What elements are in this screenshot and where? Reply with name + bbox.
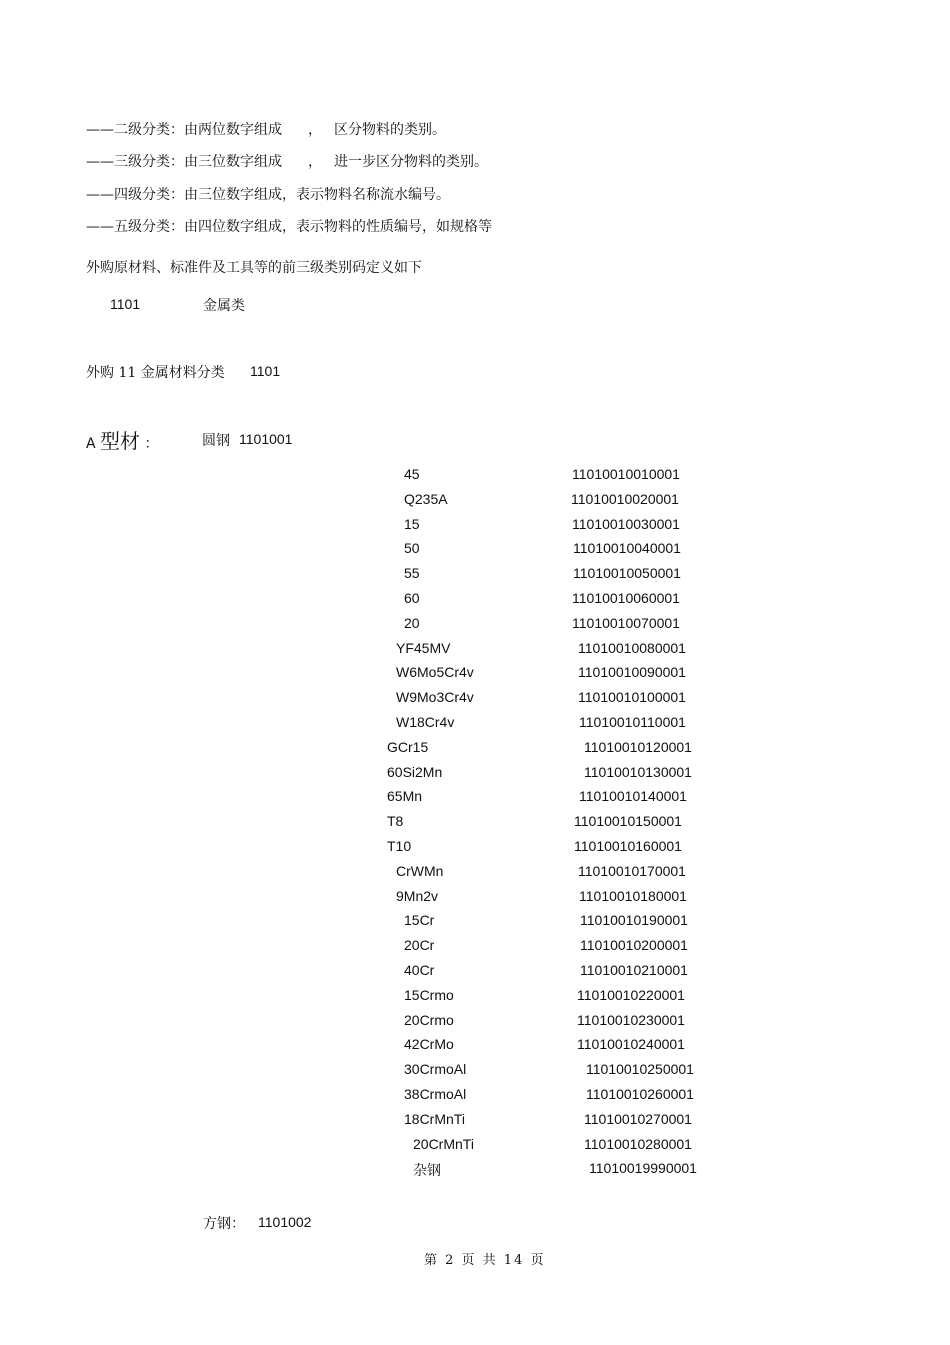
material-name: 60Si2Mn [387, 764, 443, 780]
material-code: 11010010050001 [573, 565, 681, 581]
material-name: 65Mn [387, 788, 423, 804]
material-code: 11010010170001 [578, 863, 686, 879]
material-code: 11010010070001 [572, 615, 680, 631]
round-steel-label: 圆钢 [202, 433, 230, 449]
material-name: 50 [404, 540, 420, 556]
material-name: 15Crmo [404, 987, 454, 1003]
rule-line-2 [86, 151, 488, 171]
material-code: 11010010160001 [574, 838, 682, 854]
material-code: 11010010250001 [586, 1061, 694, 1077]
material-name: 38CrmoAl [404, 1086, 467, 1102]
material-name: 20Cr [404, 937, 435, 953]
material-name: W9Mo3Cr4v [396, 689, 474, 705]
material-code: 11010010220001 [577, 987, 685, 1003]
material-code: 11010010150001 [574, 813, 682, 829]
material-name: 42CrMo [404, 1036, 454, 1052]
section-a-letter: A [86, 436, 96, 452]
material-name: 9Mn2v [396, 888, 439, 904]
material-code: 11010019990001 [589, 1160, 697, 1176]
material-name: 55 [404, 565, 420, 581]
material-name: 60 [404, 590, 420, 606]
material-code: 11010010030001 [572, 516, 680, 532]
material-name: 15Cr [404, 912, 435, 928]
material-code: 11010010080001 [578, 640, 686, 656]
material-name: 45 [404, 466, 420, 482]
category-code: 1101 [110, 296, 141, 312]
material-code: 11010010260001 [586, 1086, 694, 1102]
material-name: 20CrMnTi [413, 1136, 474, 1152]
material-code: 11010010120001 [584, 739, 692, 755]
material-name: 杂钢 [413, 1162, 441, 1178]
rule-2-rest: 进一步区分物料的类别。 [334, 154, 488, 170]
rule-1-rest: 区分物料的类别。 [334, 122, 446, 138]
material-code: 11010010090001 [578, 664, 686, 680]
material-code: 11010010280001 [584, 1136, 692, 1152]
rule-line-3 [86, 184, 450, 204]
intro-text: 外购原材料、标准件及工具等的前三级类别码定义如下 [86, 260, 422, 276]
rule-line-1 [86, 119, 446, 139]
material-code: 11010010010001 [572, 466, 680, 482]
material-code: 11010010240001 [577, 1036, 685, 1052]
square-steel-label: 方钢： [203, 1216, 245, 1232]
material-name: CrWMn [396, 863, 444, 879]
material-name: 20 [404, 615, 420, 631]
rule-3-text: ——四级分类：由三位数字组成，表示物料名称流水编号。 [86, 187, 450, 203]
material-code: 11010010100001 [578, 689, 686, 705]
material-code: 11010010190001 [580, 912, 688, 928]
material-code: 11010010130001 [584, 764, 692, 780]
material-name: YF45MV [396, 640, 451, 656]
material-code: 11010010060001 [572, 590, 680, 606]
material-code: 11010010230001 [577, 1012, 685, 1028]
rule-2-mid: ， [308, 154, 322, 170]
material-name: GCr15 [387, 739, 429, 755]
material-code: 11010010110001 [579, 714, 686, 730]
round-steel-code: 1101001 [239, 431, 293, 447]
material-name: W18Cr4v [396, 714, 455, 730]
material-name: 15 [404, 516, 420, 532]
material-name: 40Cr [404, 962, 435, 978]
rule-2-prefix: ——三级分类：由三位数字组成 [86, 154, 282, 170]
material-code: 11010010180001 [579, 888, 687, 904]
material-code: 11010010210001 [580, 962, 688, 978]
section-a-heading [86, 425, 158, 454]
subtitle-code: 1101 [250, 363, 281, 379]
material-code: 11010010270001 [584, 1111, 692, 1127]
category-name: 金属类 [203, 298, 245, 314]
material-name: Q235A [404, 491, 448, 507]
subtitle-label: 外购 11 金属材料分类 [86, 365, 225, 381]
material-code: 11010010140001 [579, 788, 687, 804]
square-steel-code: 1101002 [258, 1214, 312, 1230]
rule-4-text: ——五级分类：由四位数字组成，表示物料的性质编号，如规格等 [86, 219, 492, 235]
section-a-colon: ： [144, 436, 159, 452]
material-name: T10 [387, 838, 412, 854]
material-code: 11010010040001 [573, 540, 681, 556]
page-footer: 第 2 页 共 14 页 [424, 1253, 546, 1268]
rule-1-mid: ， [308, 122, 322, 138]
material-code: 11010010020001 [571, 491, 679, 507]
material-name: T8 [387, 813, 404, 829]
rule-1-prefix: ——二级分类：由两位数字组成 [86, 122, 282, 138]
rule-line-4 [86, 216, 492, 236]
material-code: 11010010200001 [580, 937, 688, 953]
material-name: 20Crmo [404, 1012, 454, 1028]
material-name: W6Mo5Cr4v [396, 664, 474, 680]
material-name: 30CrmoAl [404, 1061, 467, 1077]
material-name: 18CrMnTi [404, 1111, 465, 1127]
section-a-title: 型材 [100, 429, 141, 453]
